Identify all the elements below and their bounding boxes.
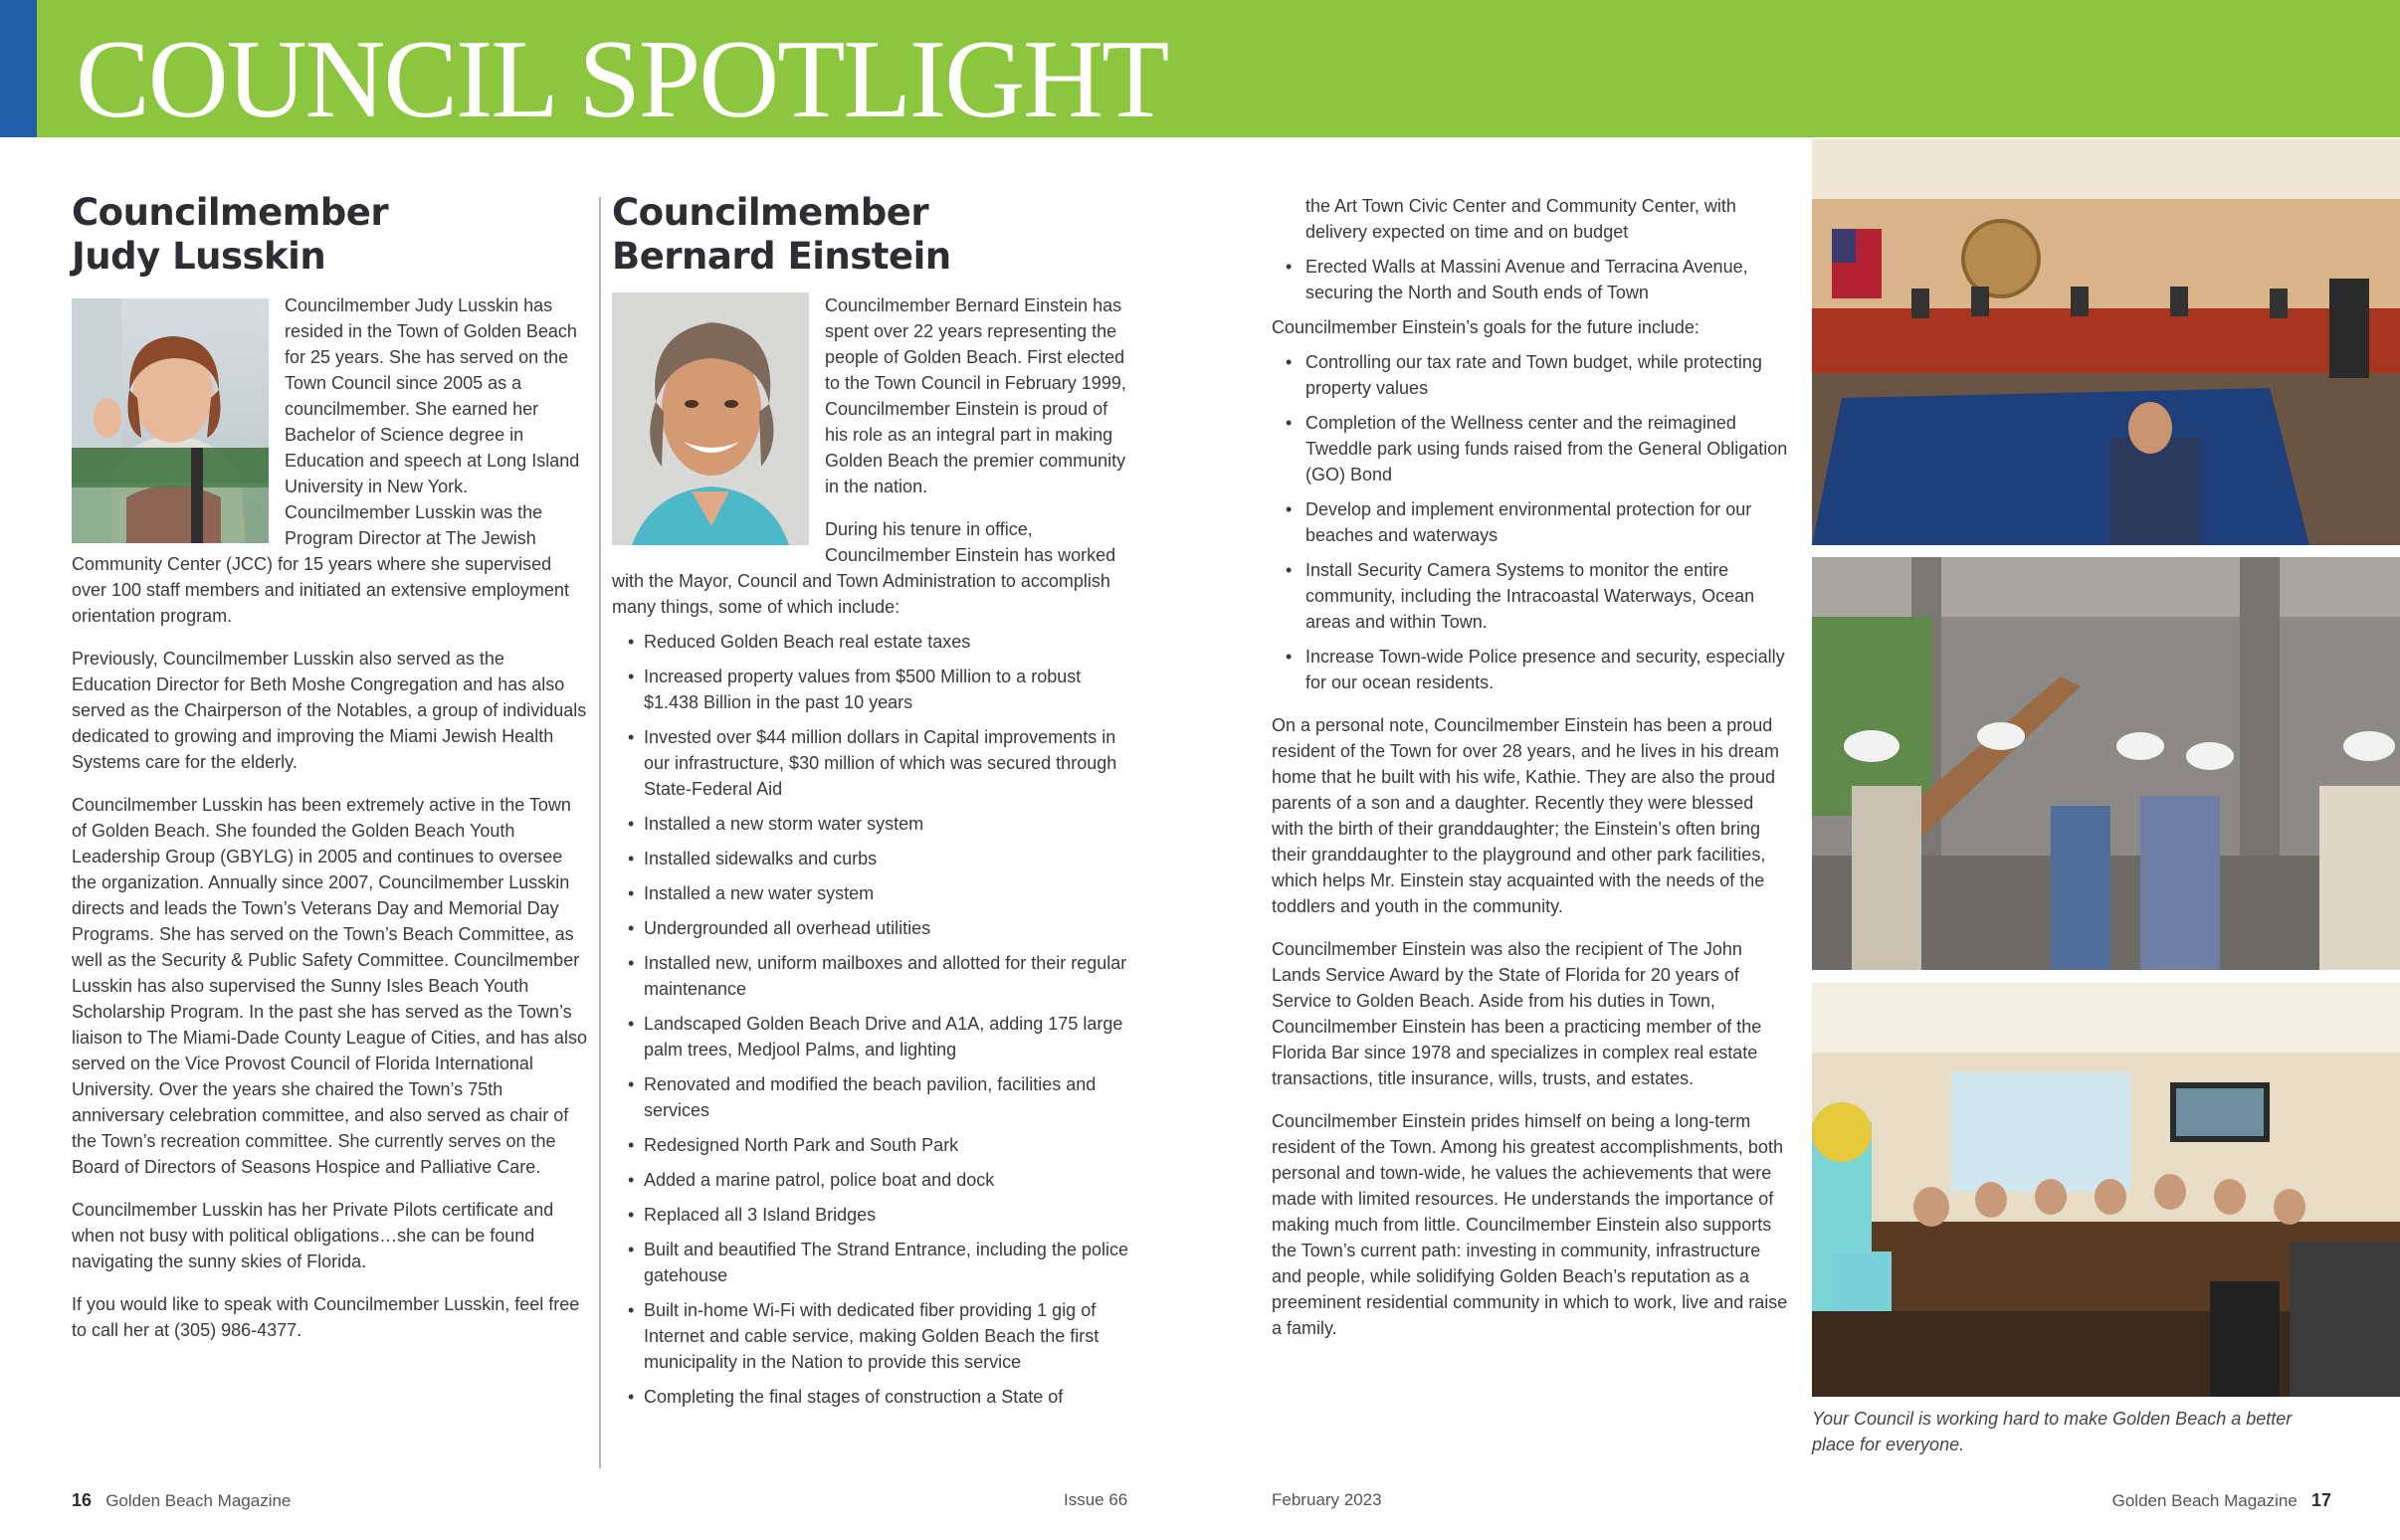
list-item-text: Completion of the Wellness center and the reimagined Tweddle park using funds raised from the General Obligation (GO) Bond <box>1305 413 1788 484</box>
page-number-right: 17 <box>2310 1490 2331 1510</box>
page-number-left: 16 <box>72 1490 93 1510</box>
list-item-text: Built and beautified The Strand Entrance, including the police gatehouse <box>644 1240 1128 1285</box>
einstein-heading-line2: Bernard Einstein <box>612 235 951 278</box>
einstein-paragraph-2: During his tenure in office, Councilmember Einstein has worked with the Mayor, Council and Town Administration to accomplish many things, some of which include: <box>612 519 1116 617</box>
bullet: • <box>628 953 635 973</box>
bullet: • <box>628 1240 635 1259</box>
einstein-award-paragraph: Councilmember Einstein was also the recipient of The John Lands Service Award by the State of Florida for 20 years of Service to Golden Beach. Aside from his duties in Town, Councilmember Einstein has been a practicing member of the Florida Bar since 1978 and specializes in complex real estate transactions, title insurance, wills, trusts, and estates. <box>1272 939 1762 1088</box>
list-item-text: Invested over $44 million dollars in Capital improvements in our infrastructure, $30 million of which was secured through State-Federal Aid <box>644 727 1117 799</box>
list-item <box>612 1202 1131 1228</box>
list-item <box>612 1011 1131 1062</box>
list-item-text: Installed sidewalks and curbs <box>644 849 878 868</box>
list-item-text: Erected Walls at Massini Avenue and Terracina Avenue, securing the North and South ends of Town <box>1305 257 1748 302</box>
list-item <box>612 950 1131 1002</box>
list-item <box>612 915 1131 941</box>
list-item-text: Controlling our tax rate and Town budget, while protecting property values <box>1305 352 1762 398</box>
bullet: • <box>628 883 635 903</box>
list-item-text: Install Security Camera Systems to monitor the entire community, including the Intracoastal Waterways, Ocean areas and within Town. <box>1305 560 1755 632</box>
lusskin-paragraph-4: Councilmember Lusskin has her Private Pilots certificate and when not busy with political obligations…she can be found navigating the sunny skies of Florida. <box>72 1200 554 1271</box>
einstein-article <box>612 191 1131 1419</box>
list-item-text: Installed a new storm water system <box>644 814 924 834</box>
list-item <box>612 724 1131 802</box>
lusskin-paragraph-3: Councilmember Lusskin has been extremely active in the Town of Golden Beach. She founded the Golden Beach Youth Leadership Group (GBYLG) in 2005 and continues to oversee the organization. Annually since 2007, Councilmember Lusskin directs and leads the Town’s Veterans Day and Memorial Day Programs. She has served on the Town’s Beach Committee, as well as the Security & Public Safety Committee. Councilmember Lusskin has also supervised the Sunny Isles Beach Youth Scholarship Program. In the past she has served as the Town’s liaison to The Miami-Dade County League of Cities, and has also served on the Vice Provost Council of Florida International University. Over the years she chaired the Town’s 75th anniversary celebration committee, and also served as chair of the Town’s recreation committee. She currently serves on the Board of Directors of Seasons Hospice and Palliative Care. <box>72 795 587 1177</box>
bullet: • <box>1286 560 1293 580</box>
footer-right <box>2112 1489 2331 1512</box>
list-item-text: Landscaped Golden Beach Drive and A1A, adding 175 large palm trees, Medjool Palms, and lighting <box>644 1014 1123 1059</box>
list-item-text: Reduced Golden Beach real estate taxes <box>644 632 971 652</box>
list-item-text: Increased property values from $500 Million to a robust $1.438 Billion in the past 10 years <box>644 667 1082 712</box>
einstein-paragraph-1: Councilmember Bernard Einstein has spent over 22 years representing the people of Golden Beach. First elected to the Town Council in February 1999, Councilmember Einstein is proud of his role as an integral part in making Golden Beach the premier community in the nation. <box>825 295 1126 496</box>
einstein-personal-paragraph: On a personal note, Councilmember Einstein has been a proud resident of the Town for over 28 years, and he lives in his dream home that he built with his wife, Kathie. They are also the proud parents of a son and a daughter. Recently they were blessed with the birth of their granddaughter; the Einstein’s often bring their granddaughter to the playground and other park facilities, which helps Mr. Einstein stay acquainted with the needs of the toddlers and youth in the community. <box>1272 715 1779 916</box>
accomplishments-list <box>612 629 1131 1410</box>
bullet: • <box>628 667 635 686</box>
list-item <box>612 1132 1131 1158</box>
list-item-text: Installed a new water system <box>644 883 875 903</box>
list-item <box>612 1167 1131 1193</box>
list-item-text: Increase Town-wide Police presence and security, especially for our ocean residents. <box>1305 647 1785 692</box>
bullet: • <box>628 1387 635 1407</box>
lusskin-heading-line2: Judy Lusskin <box>72 235 326 278</box>
column-divider <box>599 197 601 1468</box>
construction-tour-photo <box>1812 557 2400 970</box>
list-item <box>1272 349 1789 401</box>
bullet: • <box>1286 499 1293 519</box>
lusskin-article <box>72 191 587 1360</box>
lusskin-paragraph-2: Previously, Councilmember Lusskin also served as the Education Director for Beth Moshe Congregation and has also served as the Chairperson of the Notables, a group of individuals dedicated to growing and improving the Miami Jewish Health Systems care for the elderly. <box>72 649 587 772</box>
header-banner <box>0 0 2400 141</box>
list-item <box>612 664 1131 715</box>
list-item <box>612 880 1131 906</box>
list-item <box>612 846 1131 871</box>
list-item <box>1272 644 1789 695</box>
list-item <box>1272 410 1789 487</box>
list-item <box>1272 496 1789 548</box>
list-item <box>612 629 1131 655</box>
bullet: • <box>1286 413 1293 433</box>
einstein-heading <box>612 191 1131 279</box>
footer-date: February 2023 <box>1272 1490 1382 1509</box>
list-item-text: Develop and implement environmental protection for our beaches and waterways <box>1305 499 1752 545</box>
council-meeting-photo <box>1812 139 2400 545</box>
bullet: • <box>628 632 635 652</box>
bullet: • <box>628 918 635 938</box>
lusskin-portrait <box>72 298 269 543</box>
list-item <box>612 1071 1131 1123</box>
bullet: • <box>1286 352 1293 372</box>
photo-caption: Your Council is working hard to make Golden Beach a better place for everyone. <box>1812 1409 2293 1454</box>
einstein-article-continued <box>1272 193 1789 1358</box>
bullet: • <box>628 1014 635 1034</box>
list-item <box>1272 254 1789 305</box>
list-item-text: Added a marine patrol, police boat and dock <box>644 1170 995 1190</box>
list-item <box>612 1237 1131 1288</box>
bullet: • <box>628 849 635 868</box>
header-blue-stripe <box>0 0 37 137</box>
lusskin-heading-line1: Councilmember <box>72 191 389 234</box>
list-item-text: Renovated and modified the beach pavilion, facilities and services <box>644 1074 1097 1120</box>
bullet: • <box>1286 257 1293 277</box>
list-item <box>1272 557 1789 635</box>
list-item-text: Replaced all 3 Island Bridges <box>644 1205 877 1225</box>
list-item <box>612 811 1131 837</box>
magazine-name-right: Golden Beach Magazine <box>2111 1491 2298 1510</box>
footer-issue: Issue 66 <box>1064 1490 1128 1509</box>
youth-meeting-photo <box>1812 983 2400 1397</box>
continued-bullet-text: the Art Town Civic Center and Community Center, with delivery expected on time and on budget <box>1305 196 1736 242</box>
lusskin-paragraph-1: Councilmember Judy Lusskin has resided in the Town of Golden Beach for 25 years. She has served on the Town Council since 2005 as a councilmember. She earned her Bachelor of Science degree in Education and speech at Long Island University in New York. Councilmember Lusskin was the Program Director at The Jewish Community Center (JCC) for 15 years where she supervised over 100 staff members and initiated an extensive employment orientation program. <box>72 295 580 626</box>
bullet: • <box>628 1205 635 1225</box>
bullet: • <box>1286 647 1293 667</box>
list-item-text: Undergrounded all overhead utilities <box>644 918 931 938</box>
continued-list <box>1272 254 1789 305</box>
magazine-name-left: Golden Beach Magazine <box>105 1491 292 1510</box>
list-item-text: Completing the final stages of construction a State of <box>644 1387 1064 1407</box>
lusskin-paragraph-5: If you would like to speak with Councilmember Lusskin, feel free to call her at (305) 986-4377. <box>72 1294 580 1340</box>
page-title: COUNCIL SPOTLIGHT <box>76 18 1168 141</box>
goals-intro: Councilmember Einstein’s goals for the future include: <box>1272 317 1700 337</box>
einstein-portrait <box>612 292 809 545</box>
list-item-text: Redesigned North Park and South Park <box>644 1135 959 1155</box>
footer-left <box>72 1489 291 1512</box>
bullet: • <box>628 1170 635 1190</box>
list-item-text: Built in-home Wi-Fi with dedicated fiber providing 1 gig of Internet and cable service, making Golden Beach the first municipality in the Nation to provide this service <box>644 1300 1100 1372</box>
bullet: • <box>628 727 635 747</box>
bullet: • <box>628 1074 635 1094</box>
einstein-resident-paragraph: Councilmember Einstein prides himself on being a long-term resident of the Town. Among his greatest accomplishments, both personal and town-wide, he values the achievements that were made with limited resources. He understands the importance of making much from little. Councilmember Einstein also supports the Town’s current path: investing in community, infrastructure and people, while solidifying Golden Beach’s reputation as a preeminent residential community in which to work, live and raise a family. <box>1272 1111 1788 1338</box>
bullet: • <box>628 1300 635 1320</box>
lusskin-heading <box>72 191 587 279</box>
einstein-heading-line1: Councilmember <box>612 191 929 234</box>
bullet: • <box>628 1135 635 1155</box>
bullet: • <box>628 814 635 834</box>
list-item <box>612 1384 1131 1410</box>
list-item <box>612 1297 1131 1375</box>
goals-list <box>1272 349 1789 695</box>
list-item-text: Installed new, uniform mailboxes and allotted for their regular maintenance <box>644 953 1127 999</box>
